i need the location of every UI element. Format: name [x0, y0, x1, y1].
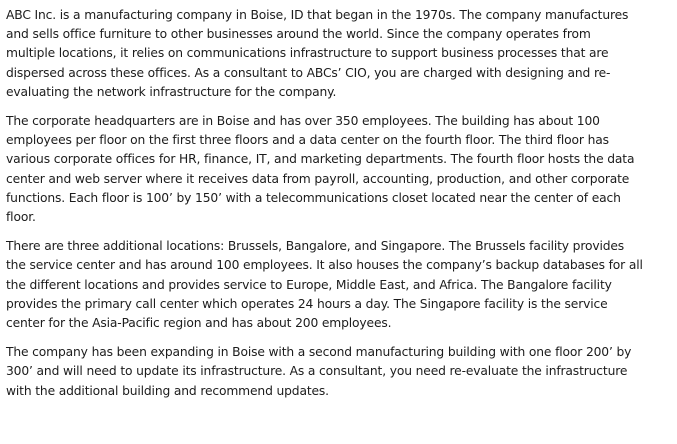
text-line: the service center and has around 100 employees. It also houses the company’s backup databases for all [6, 258, 643, 273]
text-line: with the additional building and recommend updates. [6, 383, 329, 398]
document-body [6, 6, 674, 411]
text-line: multiple locations, it relies on communications infrastructure to support business processes that are [6, 46, 609, 61]
paragraph-headquarters [6, 112, 674, 227]
text-line: employees per floor on the first three floors and a data center on the fourth floor. The third floor has [6, 133, 609, 148]
text-line: various corporate offices for HR, finance, IT, and marketing departments. The fourth floor hosts the data [6, 152, 635, 167]
text-line: There are three additional locations: Brussels, Bangalore, and Singapore. The Brussels facility provides [6, 239, 625, 254]
text-line: 300’ and will need to update its infrastructure. As a consultant, you need re-evaluate the infrastructure [6, 364, 628, 379]
text-line: center for the Asia-Pacific region and has about 200 employees. [6, 316, 392, 331]
text-line: provides the primary call center which operates 24 hours a day. The Singapore facility is the service [6, 296, 608, 311]
paragraph-company-overview [6, 6, 674, 102]
paragraph-expansion [6, 343, 674, 401]
paragraph-additional-locations [6, 237, 674, 333]
text-line: The corporate headquarters are in Boise and has over 350 employees. The building has about 100 [6, 114, 600, 129]
text-line: dispersed across these offices. As a consultant to ABCs’ CIO, you are charged with designing and re- [6, 65, 611, 80]
text-line: center and web server where it receives data from payroll, accounting, production, and other corporate [6, 171, 630, 186]
text-line: and sells office furniture to other businesses around the world. Since the company operates from [6, 27, 591, 42]
text-line: the different locations and provides service to Europe, Middle East, and Africa. The Bangalore facility [6, 277, 612, 292]
text-line: ABC Inc. is a manufacturing company in Boise, ID that began in the 1970s. The company manufactures [6, 8, 629, 22]
text-line: floor. [6, 210, 36, 225]
text-line: functions. Each floor is 100’ by 150’ with a telecommunications closet located near the center of each [6, 190, 621, 205]
text-line: evaluating the network infrastructure for the company. [6, 84, 337, 99]
text-line: The company has been expanding in Boise with a second manufacturing building with one floor 200’ by [6, 345, 632, 360]
